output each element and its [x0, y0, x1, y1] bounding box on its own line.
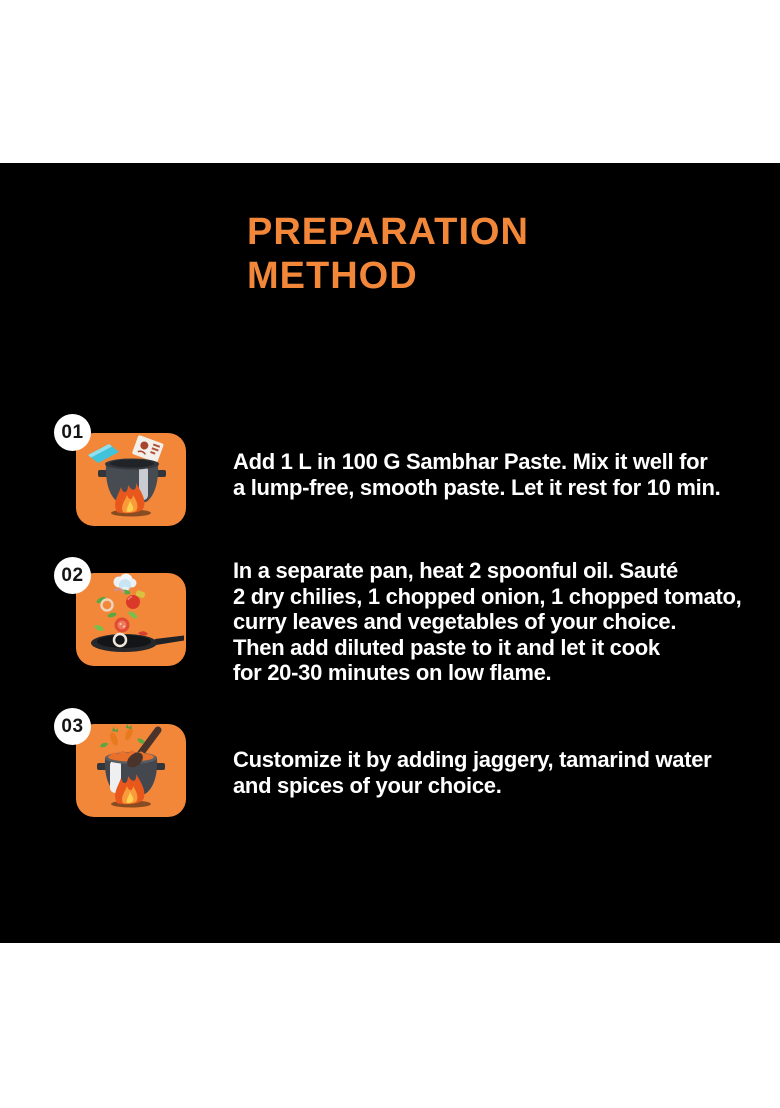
step-description-line: a lump-free, smooth paste. Let it rest for 10 min. [233, 474, 721, 500]
step-icon-tile [76, 724, 186, 817]
page-title-line1: PREPARATION [247, 211, 529, 253]
step-icon-tile [76, 573, 186, 666]
step-description-line: Add 1 L in 100 G Sambhar Paste. Mix it well for [233, 449, 708, 474]
boiling-pot-with-paste-packet-icon [76, 433, 186, 526]
step-description [233, 747, 711, 798]
step-description-line: curry leaves and vegetables of your choice. [233, 609, 677, 634]
step-number-badge [54, 708, 91, 745]
step-number-badge [54, 557, 91, 594]
step-number: 03 [61, 715, 84, 737]
step-number-badge [54, 414, 91, 451]
step-icon-tile [76, 433, 186, 526]
page-title-line2: METHOD [247, 255, 418, 297]
step-description-line: 2 dry chilies, 1 chopped onion, 1 chopped tomato, [233, 583, 742, 609]
page-title [247, 210, 529, 298]
step-number: 01 [61, 421, 84, 443]
step-description-line: In a separate pan, heat 2 spoonful oil. Sauté [233, 558, 678, 583]
cooking-pot-with-ladle-icon [76, 724, 186, 817]
step-description [233, 558, 741, 686]
step-description-line: for 20-30 minutes on low flame. [233, 660, 552, 685]
content-panel [0, 163, 780, 943]
step-number: 02 [61, 564, 84, 586]
step-description [233, 449, 720, 500]
step-description-line: Customize it by adding jaggery, tamarind water [233, 747, 712, 772]
step-description-line: Then add diluted paste to it and let it cook [233, 634, 660, 660]
step-description-line: and spices of your choice. [233, 772, 502, 798]
frying-pan-tossing-vegetables-icon [76, 573, 186, 666]
